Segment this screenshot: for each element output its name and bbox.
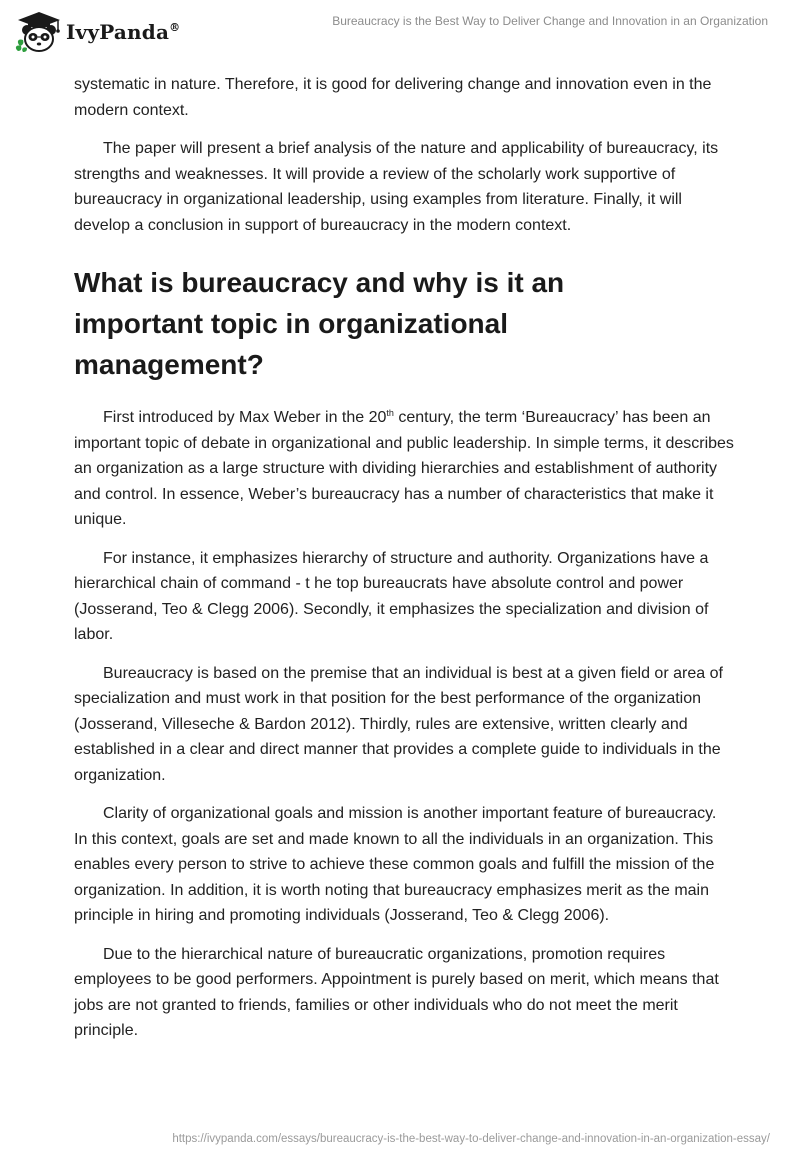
para1-text-after: century, the term ‘Bureaucracy’ has been an important topic of debate in organizational and public leadership. In simple terms, it describes an organization as a large structure with dividing hierarchies and establishment of authority and control. In essence, Weber’s bureaucracy has a number of characteristics that make it unique. [74, 409, 734, 528]
intro-paragraph: The paper will present a brief analysis of the nature and applicability of bureaucracy, its strengths and weaknesses. It will provide a review of the scholarly work supportive of bureaucracy in organizational leadership, using examples from literature. Finally, it will develop a conclusion in support of bureaucracy in the modern context. [74, 140, 719, 234]
page-header [0, 0, 800, 64]
section-heading: What is bureaucracy and why is it an important topic in organizational management? [74, 267, 565, 380]
source-url[interactable]: https://ivypanda.com/essays/bureaucracy-is-the-best-way-to-deliver-change-and-innovation-in-an-organization-essay/ [172, 1133, 770, 1145]
para1-text-before: First introduced by Max Weber in the 20 [103, 409, 387, 426]
body-paragraph-2: For instance, it emphasizes hierarchy of structure and authority. Organizations have a hierarchical chain of command - t he top bureaucrats have absolute control and power (Josserand, Teo & Clegg 2006). Secondly, it emphasizes the specialization and division of labor. [74, 549, 709, 643]
ivypanda-logo[interactable] [14, 10, 180, 54]
intro-paragraph-tail: systematic in nature. Therefore, it is good for delivering change and innovation even in the modern context. [74, 76, 712, 119]
document-title: Bureaucracy is the Best Way to Deliver Change and Innovation in an Organization [332, 14, 768, 28]
essay-body [74, 72, 734, 1044]
body-paragraph-1 [74, 405, 734, 533]
panda-graduate-icon [14, 10, 64, 54]
body-paragraph-5: Due to the hierarchical nature of bureaucratic organizations, promotion requires employees to be good performers. Appointment is purely based on merit, which means that jobs are not granted to friends, families or other individuals who do not meet the merit principle. [74, 945, 719, 1039]
registered-mark: ® [169, 21, 181, 34]
para1-ordinal-suffix: th [386, 408, 394, 418]
body-paragraph-4: Clarity of organizational goals and mission is another important feature of bureaucracy. In this context, goals are set and made known to all the individuals in an organization. This enables every person to strive to achieve these common goals and fulfill the mission of the organization. In addition, it is worth noting that bureaucracy emphasizes merit as the main principle in hiring and promoting individuals (Josserand, Teo & Clegg 2006). [74, 805, 717, 924]
body-paragraph-3: Bureaucracy is based on the premise that an individual is best at a given field or area of specialization and must work in that position for the best performance of the organization (Josserand, Villeseche & Bardon 2012). Thirdly, rules are extensive, written clearly and established in a clear and direct manner that provides a complete guide to individuals in the organization. [74, 664, 723, 784]
logo-wordmark [66, 20, 180, 44]
logo-name: IvyPanda [66, 20, 170, 44]
